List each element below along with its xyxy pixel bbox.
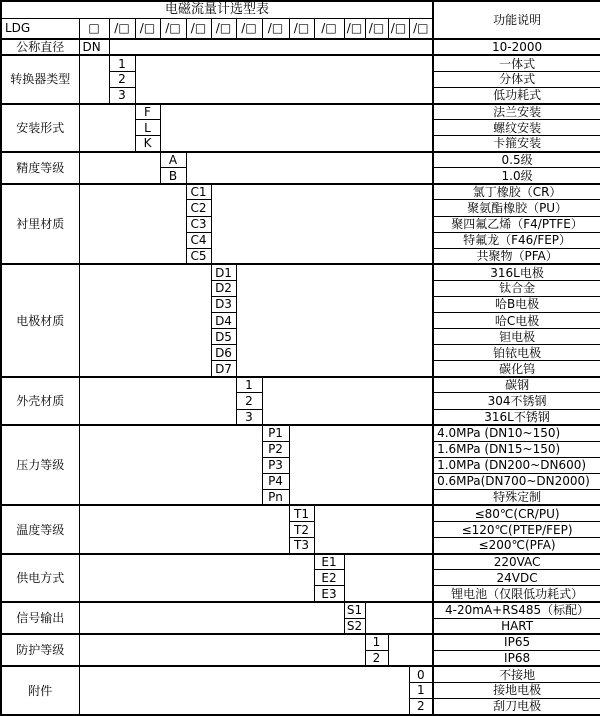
category-label: 衬里材质	[1, 184, 79, 264]
code-cell: C1	[186, 184, 211, 200]
spacer-cell	[135, 55, 433, 103]
spacer-cell	[388, 634, 433, 666]
desc-value: HART	[433, 618, 600, 634]
spacer-cell	[211, 184, 433, 264]
model-code-slot: /□	[211, 18, 236, 39]
code-cell: K	[135, 136, 160, 152]
desc-value: 一体式	[433, 55, 600, 71]
desc-value: 特殊定制	[433, 489, 600, 505]
code-cell: D2	[211, 280, 236, 296]
code-cell: S2	[344, 618, 365, 634]
category-label: 外壳材质	[1, 377, 79, 425]
desc-value: ≤80℃(CR/PU)	[433, 505, 600, 521]
spacer-cell	[365, 602, 433, 634]
code-cell: P1	[262, 425, 289, 441]
table-row	[1, 152, 600, 168]
spacer-cell	[79, 104, 135, 152]
code-cell: Pn	[262, 489, 289, 505]
table-row	[1, 55, 600, 71]
desc-value: 316L不锈钢	[433, 409, 600, 425]
selection-table-body	[1, 1, 600, 715]
table-row	[1, 184, 600, 200]
code-cell: 3	[109, 87, 135, 103]
table-row	[1, 634, 600, 650]
category-label: 压力等级	[1, 425, 79, 505]
desc-value: 哈C电极	[433, 313, 600, 329]
desc-value: 1.6MPa (DN15~150)	[433, 441, 600, 457]
code-cell: 1	[409, 682, 433, 698]
code-cell: 2	[236, 393, 262, 409]
code-cell: E2	[314, 570, 344, 586]
desc-value: 碳钢	[433, 377, 600, 393]
code-cell: L	[135, 120, 160, 136]
desc-value: 钛合金	[433, 280, 600, 296]
table-row	[1, 264, 600, 280]
model-code-slot: /□	[262, 18, 289, 39]
category-label: 电极材质	[1, 264, 79, 377]
spacer-cell	[289, 425, 433, 505]
spacer-cell	[79, 377, 236, 425]
code-cell: E3	[314, 586, 344, 602]
category-label: 安装形式	[1, 104, 79, 152]
spacer-cell	[79, 152, 160, 184]
model-code-slot: /□	[409, 18, 433, 39]
table-row	[1, 554, 600, 570]
code-cell: T3	[289, 538, 314, 554]
spacer-cell	[79, 554, 314, 602]
spacer-cell	[79, 55, 109, 103]
code-cell: F	[135, 104, 160, 120]
category-label: 精度等级	[1, 152, 79, 184]
code-cell: P4	[262, 473, 289, 489]
desc-value: 碳化钨	[433, 361, 600, 377]
category-label: 转换器类型	[1, 55, 79, 103]
code-cell: D6	[211, 345, 236, 361]
code-cell: C2	[186, 200, 211, 216]
model-code-slot: /□	[236, 18, 262, 39]
table-row	[1, 425, 600, 441]
spacer-cell	[79, 264, 211, 377]
spacer-cell	[186, 152, 433, 184]
spacer-cell	[79, 634, 365, 666]
model-code-slot: /□	[109, 18, 135, 39]
desc-value: 4-20mA+RS485（标配）	[433, 602, 600, 618]
spacer-cell	[314, 505, 433, 553]
code-cell: E1	[314, 554, 344, 570]
table-title: 电磁流量计选型表	[1, 1, 433, 18]
desc-value: 共聚物（PFA）	[433, 248, 600, 264]
desc-value: 10-2000	[433, 39, 600, 55]
table-row	[1, 505, 600, 521]
desc-value: 钽电极	[433, 329, 600, 345]
category-label: 供电方式	[1, 554, 79, 602]
spacer-cell	[236, 264, 433, 377]
model-code-slot: /□	[160, 18, 186, 39]
desc-value: 0.6MPa(DN700~DN2000)	[433, 473, 600, 489]
spacer-cell	[79, 184, 186, 264]
code-cell: C5	[186, 248, 211, 264]
model-code-slot: /□	[135, 18, 160, 39]
desc-value: 1.0级	[433, 168, 600, 184]
code-cell: D3	[211, 296, 236, 312]
spacer-cell	[109, 39, 433, 55]
desc-value: 304不锈钢	[433, 393, 600, 409]
table-row	[1, 104, 600, 120]
desc-value: IP65	[433, 634, 600, 650]
spacer-cell	[79, 425, 262, 505]
spacer-cell	[79, 602, 344, 634]
code-cell: P3	[262, 457, 289, 473]
code-cell: T2	[289, 522, 314, 538]
code-cell: S1	[344, 602, 365, 618]
code-cell: 0	[409, 666, 433, 682]
code-cell: P2	[262, 441, 289, 457]
desc-value: ≤120℃(PTEP/FEP)	[433, 522, 600, 538]
code-cell: 2	[365, 650, 388, 666]
desc-value: 氯丁橡胶（CR）	[433, 184, 600, 200]
category-label: 信号输出	[1, 602, 79, 634]
model-code-slot: /□	[365, 18, 388, 39]
desc-value: 聚氨酯橡胶（PU）	[433, 200, 600, 216]
spacer-cell	[160, 104, 433, 152]
desc-value: 低功耗式	[433, 87, 600, 103]
desc-value: 1.0MPa (DN200~DN600)	[433, 457, 600, 473]
desc-value: 锂电池（仅限低功耗式）	[433, 586, 600, 602]
model-code-box: □	[79, 18, 109, 39]
table-row	[1, 1, 600, 18]
model-prefix: LDG	[1, 18, 79, 39]
table-row	[1, 39, 600, 55]
desc-value: 铂铱电极	[433, 345, 600, 361]
desc-value: 不接地	[433, 666, 600, 682]
desc-value: 接地电极	[433, 682, 600, 698]
code-cell: 2	[109, 71, 135, 87]
desc-value: 特氟龙（F46/FEP）	[433, 232, 600, 248]
code-cell: 1	[365, 634, 388, 650]
code-cell: T1	[289, 505, 314, 521]
spacer-cell	[79, 505, 289, 553]
desc-value: 分体式	[433, 71, 600, 87]
category-label: 附件	[1, 666, 79, 715]
spacer-cell	[262, 377, 433, 425]
code-cell: D4	[211, 313, 236, 329]
model-code-slot: /□	[289, 18, 314, 39]
code-cell: C3	[186, 216, 211, 232]
model-code-slot: /□	[388, 18, 409, 39]
code-cell: 2	[409, 698, 433, 715]
code-cell: B	[160, 168, 186, 184]
category-label: 温度等级	[1, 505, 79, 553]
desc-value: 刮刀电极	[433, 698, 600, 715]
desc-value: 24VDC	[433, 570, 600, 586]
desc-value: IP68	[433, 650, 600, 666]
code-cell: A	[160, 152, 186, 168]
code-cell: 1	[236, 377, 262, 393]
model-code-slot: /□	[314, 18, 344, 39]
spacer-cell	[344, 554, 433, 602]
desc-value: 卡箍安装	[433, 136, 600, 152]
desc-value: 法兰安装	[433, 104, 600, 120]
table-row	[1, 666, 600, 682]
code-cell: D1	[211, 264, 236, 280]
code-cell: DN	[79, 39, 109, 55]
code-cell: D5	[211, 329, 236, 345]
desc-value: 4.0MPa (DN10~150)	[433, 425, 600, 441]
table-row	[1, 377, 600, 393]
category-label: 防护等级	[1, 634, 79, 666]
desc-value: 螺纹安装	[433, 120, 600, 136]
code-cell: D7	[211, 361, 236, 377]
spacer-cell	[79, 666, 409, 715]
desc-value: 316L电极	[433, 264, 600, 280]
desc-value: 聚四氟乙烯（F4/PTFE）	[433, 216, 600, 232]
code-cell: 1	[109, 55, 135, 71]
model-code-slot: /□	[186, 18, 211, 39]
table-row	[1, 602, 600, 618]
code-cell: C4	[186, 232, 211, 248]
category-label: 公称直径	[1, 39, 79, 55]
desc-value: ≤200℃(PFA)	[433, 538, 600, 554]
code-cell: 3	[236, 409, 262, 425]
model-code-slot: /□	[344, 18, 365, 39]
desc-value: 0.5级	[433, 152, 600, 168]
function-desc-header: 功能说明	[433, 1, 600, 39]
desc-value: 220VAC	[433, 554, 600, 570]
desc-value: 哈B电极	[433, 296, 600, 312]
